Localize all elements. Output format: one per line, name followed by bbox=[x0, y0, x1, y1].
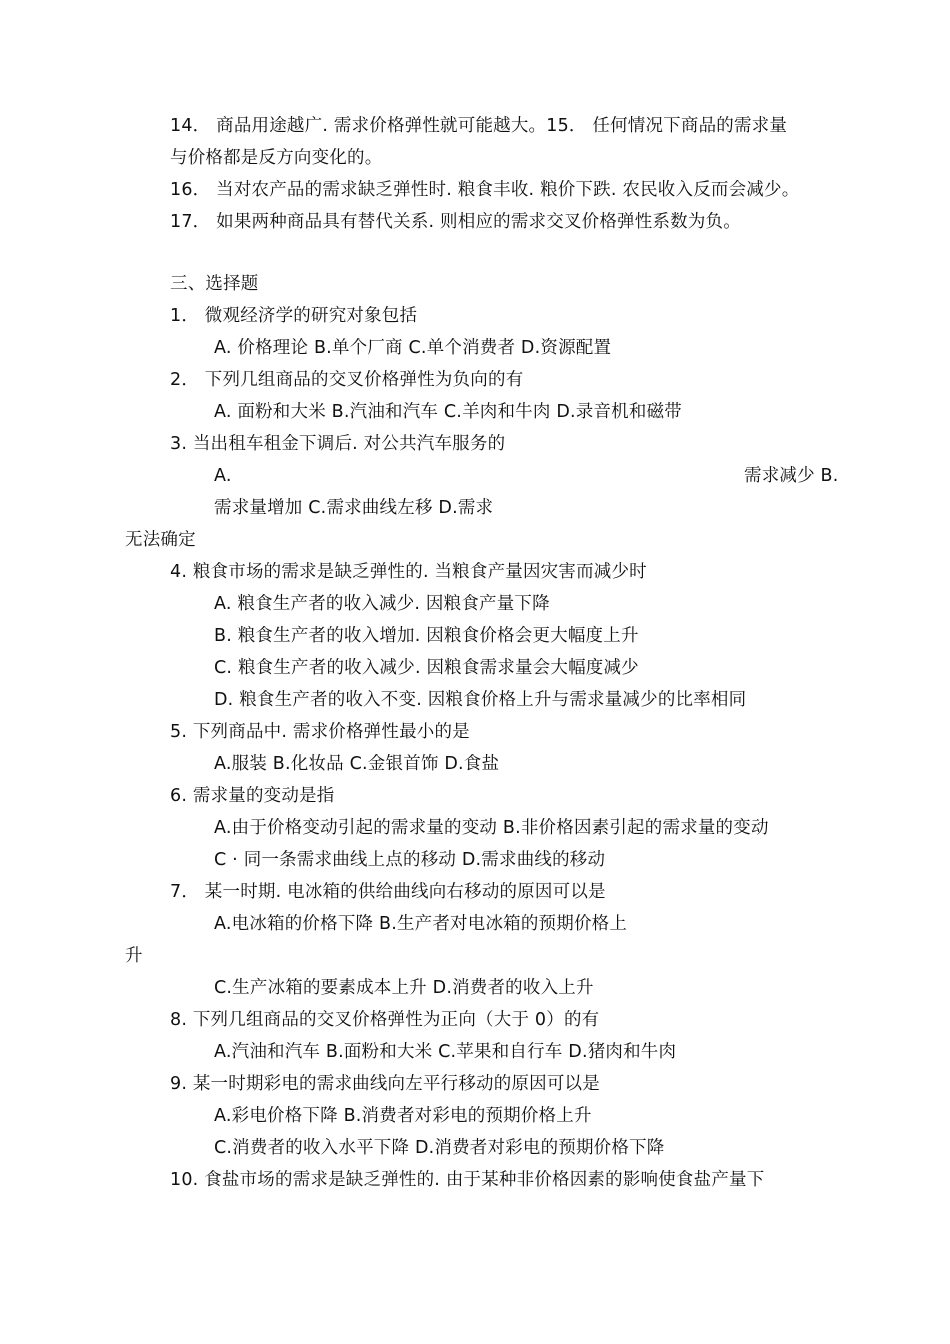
question-4-option-b: B. 粮食生产者的收入增加. 因粮食价格会更大幅度上升 bbox=[214, 626, 639, 646]
judgement-item-15-continued: 与价格都是反方向变化的。 bbox=[170, 148, 383, 168]
question-10-stem: 10. 食盐市场的需求是缺乏弹性的. 由于某种非价格因素的影响使食盐产量下 bbox=[170, 1170, 765, 1190]
question-8-options: A.汽油和汽车 B.面粉和大米 C.苹果和自行车 D.猪肉和牛肉 bbox=[214, 1042, 677, 1062]
question-8-stem: 8. 下列几组商品的交叉价格弹性为正向（大于 0）的有 bbox=[170, 1010, 600, 1030]
question-3-options-wrap: 无法确定 bbox=[125, 530, 196, 550]
question-9-options-ab: A.彩电价格下降 B.消费者对彩电的预期价格上升 bbox=[214, 1106, 592, 1126]
question-6-options-cd: C · 同一条需求曲线上点的移动 D.需求曲线的移动 bbox=[214, 850, 606, 870]
section-title: 三、选择题 bbox=[170, 274, 259, 294]
question-3-option-a-text: 需求减少 B. bbox=[744, 466, 839, 486]
question-4-option-d: D. 粮食生产者的收入不变. 因粮食价格上升与需求量减少的比率相同 bbox=[214, 690, 747, 710]
question-7-options-cd: C.生产冰箱的要素成本上升 D.消费者的收入上升 bbox=[214, 978, 594, 998]
question-3-options-cont: 需求量增加 C.需求曲线左移 D.需求 bbox=[214, 498, 494, 518]
question-5-stem: 5. 下列商品中. 需求价格弹性最小的是 bbox=[170, 722, 470, 742]
question-2-stem: 2． 下列几组商品的交叉价格弹性为负向的有 bbox=[170, 370, 524, 390]
question-9-stem: 9. 某一时期彩电的需求曲线向左平行移动的原因可以是 bbox=[170, 1074, 600, 1094]
judgement-item-16: 16． 当对农产品的需求缺乏弹性时. 粮食丰收. 粮价下跌. 农民收入反而会减少。 bbox=[170, 180, 800, 200]
question-4-stem: 4. 粮食市场的需求是缺乏弹性的. 当粮食产量因灾害而减少时 bbox=[170, 562, 647, 582]
question-6-options-ab: A.由于价格变动引起的需求量的变动 B.非价格因素引起的需求量的变动 bbox=[214, 818, 769, 838]
question-7-stem: 7． 某一时期. 电冰箱的供给曲线向右移动的原因可以是 bbox=[170, 882, 606, 902]
question-4-option-c: C. 粮食生产者的收入减少. 因粮食需求量会大幅度减少 bbox=[214, 658, 639, 678]
question-1-options: A. 价格理论 B.单个厂商 C.单个消费者 D.资源配置 bbox=[214, 338, 612, 358]
question-2-options: A. 面粉和大米 B.汽油和汽车 C.羊肉和牛肉 D.录音机和磁带 bbox=[214, 402, 682, 422]
question-7-options-ab: A.电冰箱的价格下降 B.生产者对电冰箱的预期价格上 bbox=[214, 914, 628, 934]
question-3-option-a: A. bbox=[214, 466, 232, 486]
question-3-stem: 3. 当出租车租金下调后. 对公共汽车服务的 bbox=[170, 434, 506, 454]
question-1-stem: 1． 微观经济学的研究对象包括 bbox=[170, 306, 418, 326]
judgement-item-17: 17． 如果两种商品具有替代关系. 则相应的需求交叉价格弹性系数为负。 bbox=[170, 212, 741, 232]
question-5-options: A.服装 B.化妆品 C.金银首饰 D.食盐 bbox=[214, 754, 500, 774]
question-6-stem: 6. 需求量的变动是指 bbox=[170, 786, 335, 806]
question-4-option-a: A. 粮食生产者的收入减少. 因粮食产量下降 bbox=[214, 594, 550, 614]
judgement-item-14-15: 14． 商品用途越广. 需求价格弹性就可能越大。15． 任何情况下商品的需求量 bbox=[170, 116, 788, 136]
question-7-options-wrap: 升 bbox=[125, 946, 143, 966]
question-9-options-cd: C.消费者的收入水平下降 D.消费者对彩电的预期价格下降 bbox=[214, 1138, 665, 1158]
